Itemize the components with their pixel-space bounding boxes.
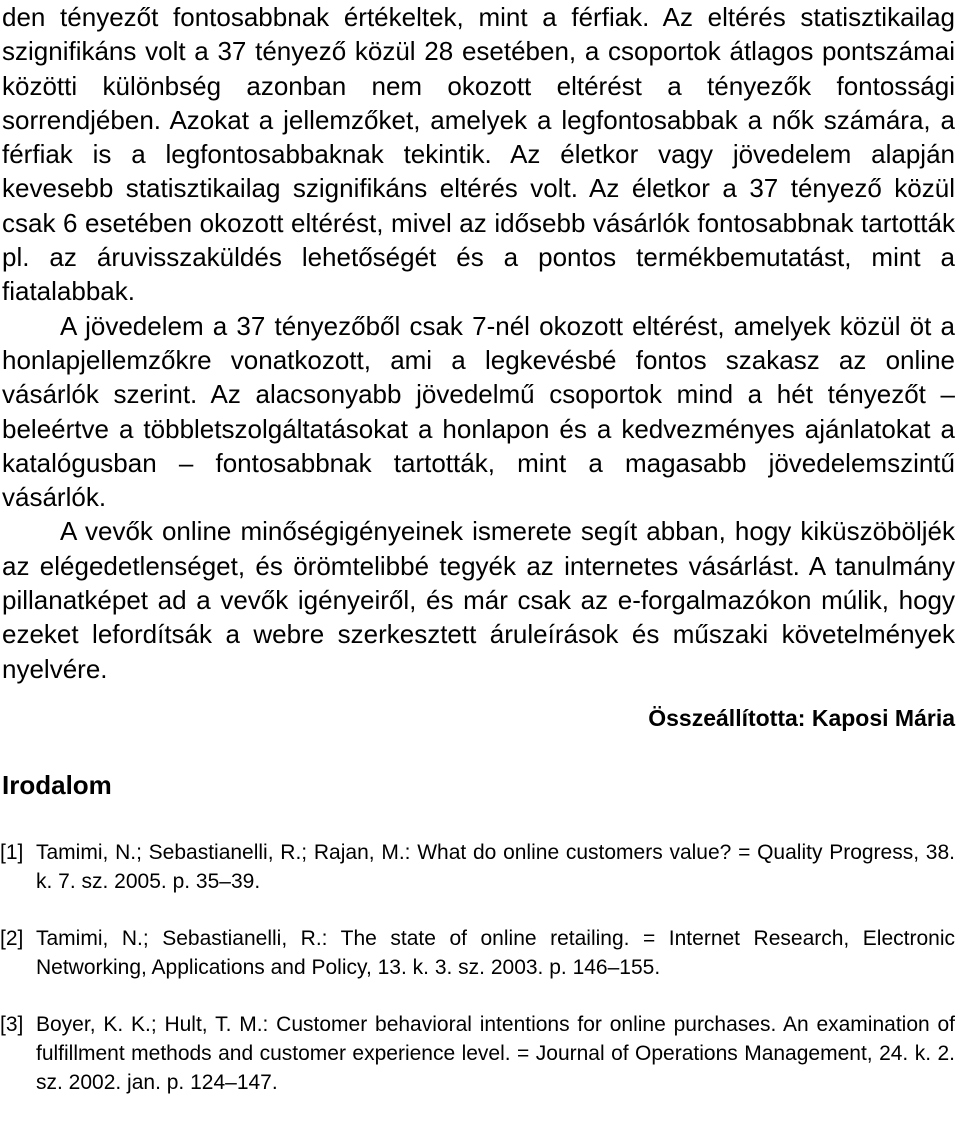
reference-number: [1] (0, 841, 24, 864)
reference-item (0, 924, 955, 982)
reference-text: Boyer, K. K.; Hult, T. M.: Customer behavioral intentions for online purchases. An examination of fulfillment methods and customer experience level. = Journal of Operations Management, 24. k. 2. sz. 2002. jan. p. 124–147. (36, 1013, 955, 1094)
paragraph: A vevők online minőségigényeinek ismerete segít abban, hogy kiküszöböljék az elégedetlenséget, és örömtelibbé tegyék az internetes vásárlást. A tanulmány pillanatképet ad a vevők igényeiről, és már csak az e-forgalmazókon múlik, hogy ezeket lefordítsák a webre szerkesztett áruleírások és műszaki követelmények nyelvére. (2, 516, 955, 684)
reference-item (0, 1010, 955, 1097)
reference-number: [2] (0, 927, 24, 950)
references-heading: Irodalom (2, 770, 112, 800)
paragraph: den tényezőt fontosabbnak értékeltek, mint a férfiak. Az eltérés statisztikailag szignifikáns volt a 37 tényező közül 28 esetében, a csoportok átlagos pontszámai közötti különbség azonban nem okozott eltérést a tényezők fontossági sorrendjében. Azokat a jellemzőket, amelyek a legfontosabbak a nők számára, a férfiak is a legfontosabbaknak tekintik. Az életkor vagy jövedelem alapján kevesebb statisztikailag szignifikáns eltérés volt. Az életkor a 37 tényező közül csak 6 esetében okozott eltérést, mivel az idősebb vásárlók fontosabbnak tartották pl. az áruvisszaküldés lehetőségét és a pontos termékbemutatást, mint a fiatalabbak. (2, 2, 955, 307)
paragraph: A jövedelem a 37 tényezőből csak 7-nél okozott eltérést, amelyek közül öt a honlapjellemzőkre vonatkozott, ami a legkevésbé fontos szakasz az online vásárlók szerint. Az alacsonyabb jövedelmű csoportok mind a hét tényezőt – beleértve a többletszolgáltatásokat a honlapon és a kedvezményes ajánlatokat a katalógusban – fontosabbnak tartották, mint a magasabb jövedelemszintű vásárlók. (2, 310, 955, 513)
reference-text: Tamimi, N.; Sebastianelli, R.; Rajan, M.: What do online customers value? = Quality Progress, 38. k. 7. sz. 2005. p. 35–39. (36, 841, 955, 893)
references-list (0, 838, 955, 1125)
reference-text: Tamimi, N.; Sebastianelli, R.: The state of online retailing. = Internet Research, Electronic Networking, Applications and Policy, 13. k. 3. sz. 2003. p. 146–155. (36, 927, 955, 979)
author-line: Összeállította: Kaposi Mária (648, 705, 955, 731)
reference-item (0, 838, 955, 896)
body-text (2, 0, 955, 686)
reference-number: [3] (0, 1013, 24, 1036)
